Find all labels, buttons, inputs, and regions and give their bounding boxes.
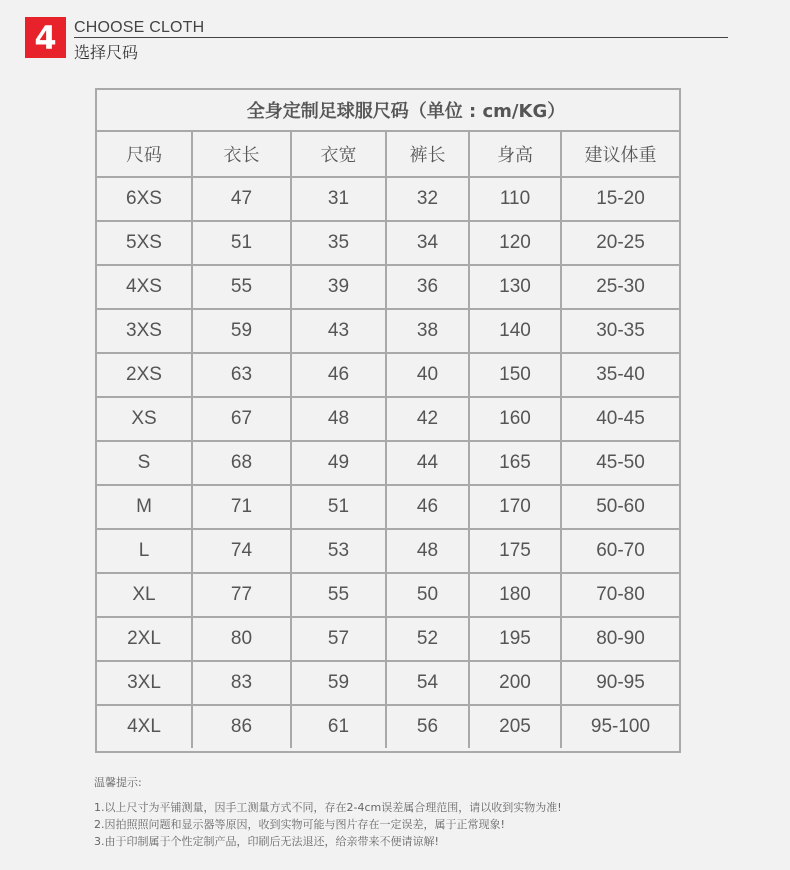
table-row (97, 661, 679, 705)
table-cell: 46 (386, 485, 469, 529)
note-item: 2.因拍照照问题和显示器等原因，收到实物可能与图片存在一定误差，属于正常现象! (94, 818, 505, 831)
table-cell: 59 (291, 661, 386, 705)
table-cell: 34 (386, 221, 469, 265)
table-cell: 38 (386, 309, 469, 353)
col-header-length: 衣长 (192, 132, 291, 177)
table-cell: 83 (192, 661, 291, 705)
table-cell: 55 (192, 265, 291, 309)
table-cell: 86 (192, 705, 291, 748)
table-cell: 4XS (97, 265, 192, 309)
table-cell: 80-90 (561, 617, 679, 661)
table-cell: 140 (469, 309, 561, 353)
table-row (97, 529, 679, 573)
table-cell: 54 (386, 661, 469, 705)
table-cell: 205 (469, 705, 561, 748)
table-row (97, 309, 679, 353)
header-title-en: CHOOSE CLOTH (74, 19, 205, 36)
table-cell: 68 (192, 441, 291, 485)
table-row (97, 617, 679, 661)
table-cell: 59 (192, 309, 291, 353)
header-title-cn: 选择尺码 (74, 43, 139, 62)
table-cell: 3XS (97, 309, 192, 353)
table-cell: L (97, 529, 192, 573)
table-cell: 77 (192, 573, 291, 617)
table-cell: 195 (469, 617, 561, 661)
table-row (97, 705, 679, 748)
table-row (97, 265, 679, 309)
col-header-height: 身高 (469, 132, 561, 177)
table-cell: 30-35 (561, 309, 679, 353)
table-cell: 61 (291, 705, 386, 748)
col-header-weight: 建议体重 (561, 132, 679, 177)
table-row (97, 441, 679, 485)
table-cell: 175 (469, 529, 561, 573)
size-chart (95, 88, 681, 753)
table-cell: 48 (291, 397, 386, 441)
table-cell: 70-80 (561, 573, 679, 617)
size-table (97, 132, 679, 748)
table-cell: 31 (291, 177, 386, 221)
table-cell: 36 (386, 265, 469, 309)
table-cell: 32 (386, 177, 469, 221)
table-cell: 170 (469, 485, 561, 529)
table-cell: 56 (386, 705, 469, 748)
table-row (97, 221, 679, 265)
table-cell: 45-50 (561, 441, 679, 485)
table-cell: 160 (469, 397, 561, 441)
table-cell: 200 (469, 661, 561, 705)
table-cell: M (97, 485, 192, 529)
table-cell: 50 (386, 573, 469, 617)
table-cell: 90-95 (561, 661, 679, 705)
table-cell: 49 (291, 441, 386, 485)
table-cell: 47 (192, 177, 291, 221)
table-cell: 71 (192, 485, 291, 529)
table-cell: 15-20 (561, 177, 679, 221)
table-cell: 165 (469, 441, 561, 485)
table-cell: 20-25 (561, 221, 679, 265)
table-cell: 43 (291, 309, 386, 353)
notes (94, 774, 562, 850)
table-cell: 180 (469, 573, 561, 617)
table-cell: 80 (192, 617, 291, 661)
table-cell: 150 (469, 353, 561, 397)
table-cell: 6XS (97, 177, 192, 221)
table-row (97, 485, 679, 529)
header-divider (74, 37, 728, 38)
col-header-width: 衣宽 (291, 132, 386, 177)
table-cell: 50-60 (561, 485, 679, 529)
notes-title: 温馨提示: (94, 776, 142, 789)
table-cell: 63 (192, 353, 291, 397)
table-cell: 35-40 (561, 353, 679, 397)
table-cell: 95-100 (561, 705, 679, 748)
table-cell: 5XS (97, 221, 192, 265)
table-cell: 3XL (97, 661, 192, 705)
size-table-header-row (97, 132, 679, 177)
table-cell: 39 (291, 265, 386, 309)
table-cell: 67 (192, 397, 291, 441)
table-cell: 57 (291, 617, 386, 661)
table-cell: 110 (469, 177, 561, 221)
col-header-size: 尺码 (97, 132, 192, 177)
table-cell: 53 (291, 529, 386, 573)
table-cell: 74 (192, 529, 291, 573)
table-row (97, 177, 679, 221)
step-badge: 4 (25, 17, 66, 58)
table-cell: 48 (386, 529, 469, 573)
table-cell: XS (97, 397, 192, 441)
table-cell: 2XS (97, 353, 192, 397)
table-cell: 2XL (97, 617, 192, 661)
table-cell: 42 (386, 397, 469, 441)
table-cell: 40 (386, 353, 469, 397)
table-cell: 25-30 (561, 265, 679, 309)
table-cell: 130 (469, 265, 561, 309)
note-item: 1.以上尺寸为平铺测量，因手工测量方式不同，存在2-4cm误差属合理范围，请以收到实物为准! (94, 801, 562, 814)
table-cell: 51 (192, 221, 291, 265)
table-cell: XL (97, 573, 192, 617)
note-item: 3.由于印制属于个性定制产品，印刷后无法退还，给亲带来不便请谅解! (94, 835, 439, 848)
table-cell: 35 (291, 221, 386, 265)
table-cell: 51 (291, 485, 386, 529)
table-cell: 40-45 (561, 397, 679, 441)
table-cell: S (97, 441, 192, 485)
table-row (97, 573, 679, 617)
table-cell: 46 (291, 353, 386, 397)
table-cell: 55 (291, 573, 386, 617)
table-cell: 60-70 (561, 529, 679, 573)
table-cell: 4XL (97, 705, 192, 748)
section-header (0, 0, 790, 70)
col-header-pants-length: 裤长 (386, 132, 469, 177)
table-cell: 120 (469, 221, 561, 265)
table-row (97, 353, 679, 397)
table-cell: 44 (386, 441, 469, 485)
table-row (97, 397, 679, 441)
size-chart-title: 全身定制足球服尺码（单位 : cm/KG） (97, 90, 679, 132)
table-cell: 52 (386, 617, 469, 661)
